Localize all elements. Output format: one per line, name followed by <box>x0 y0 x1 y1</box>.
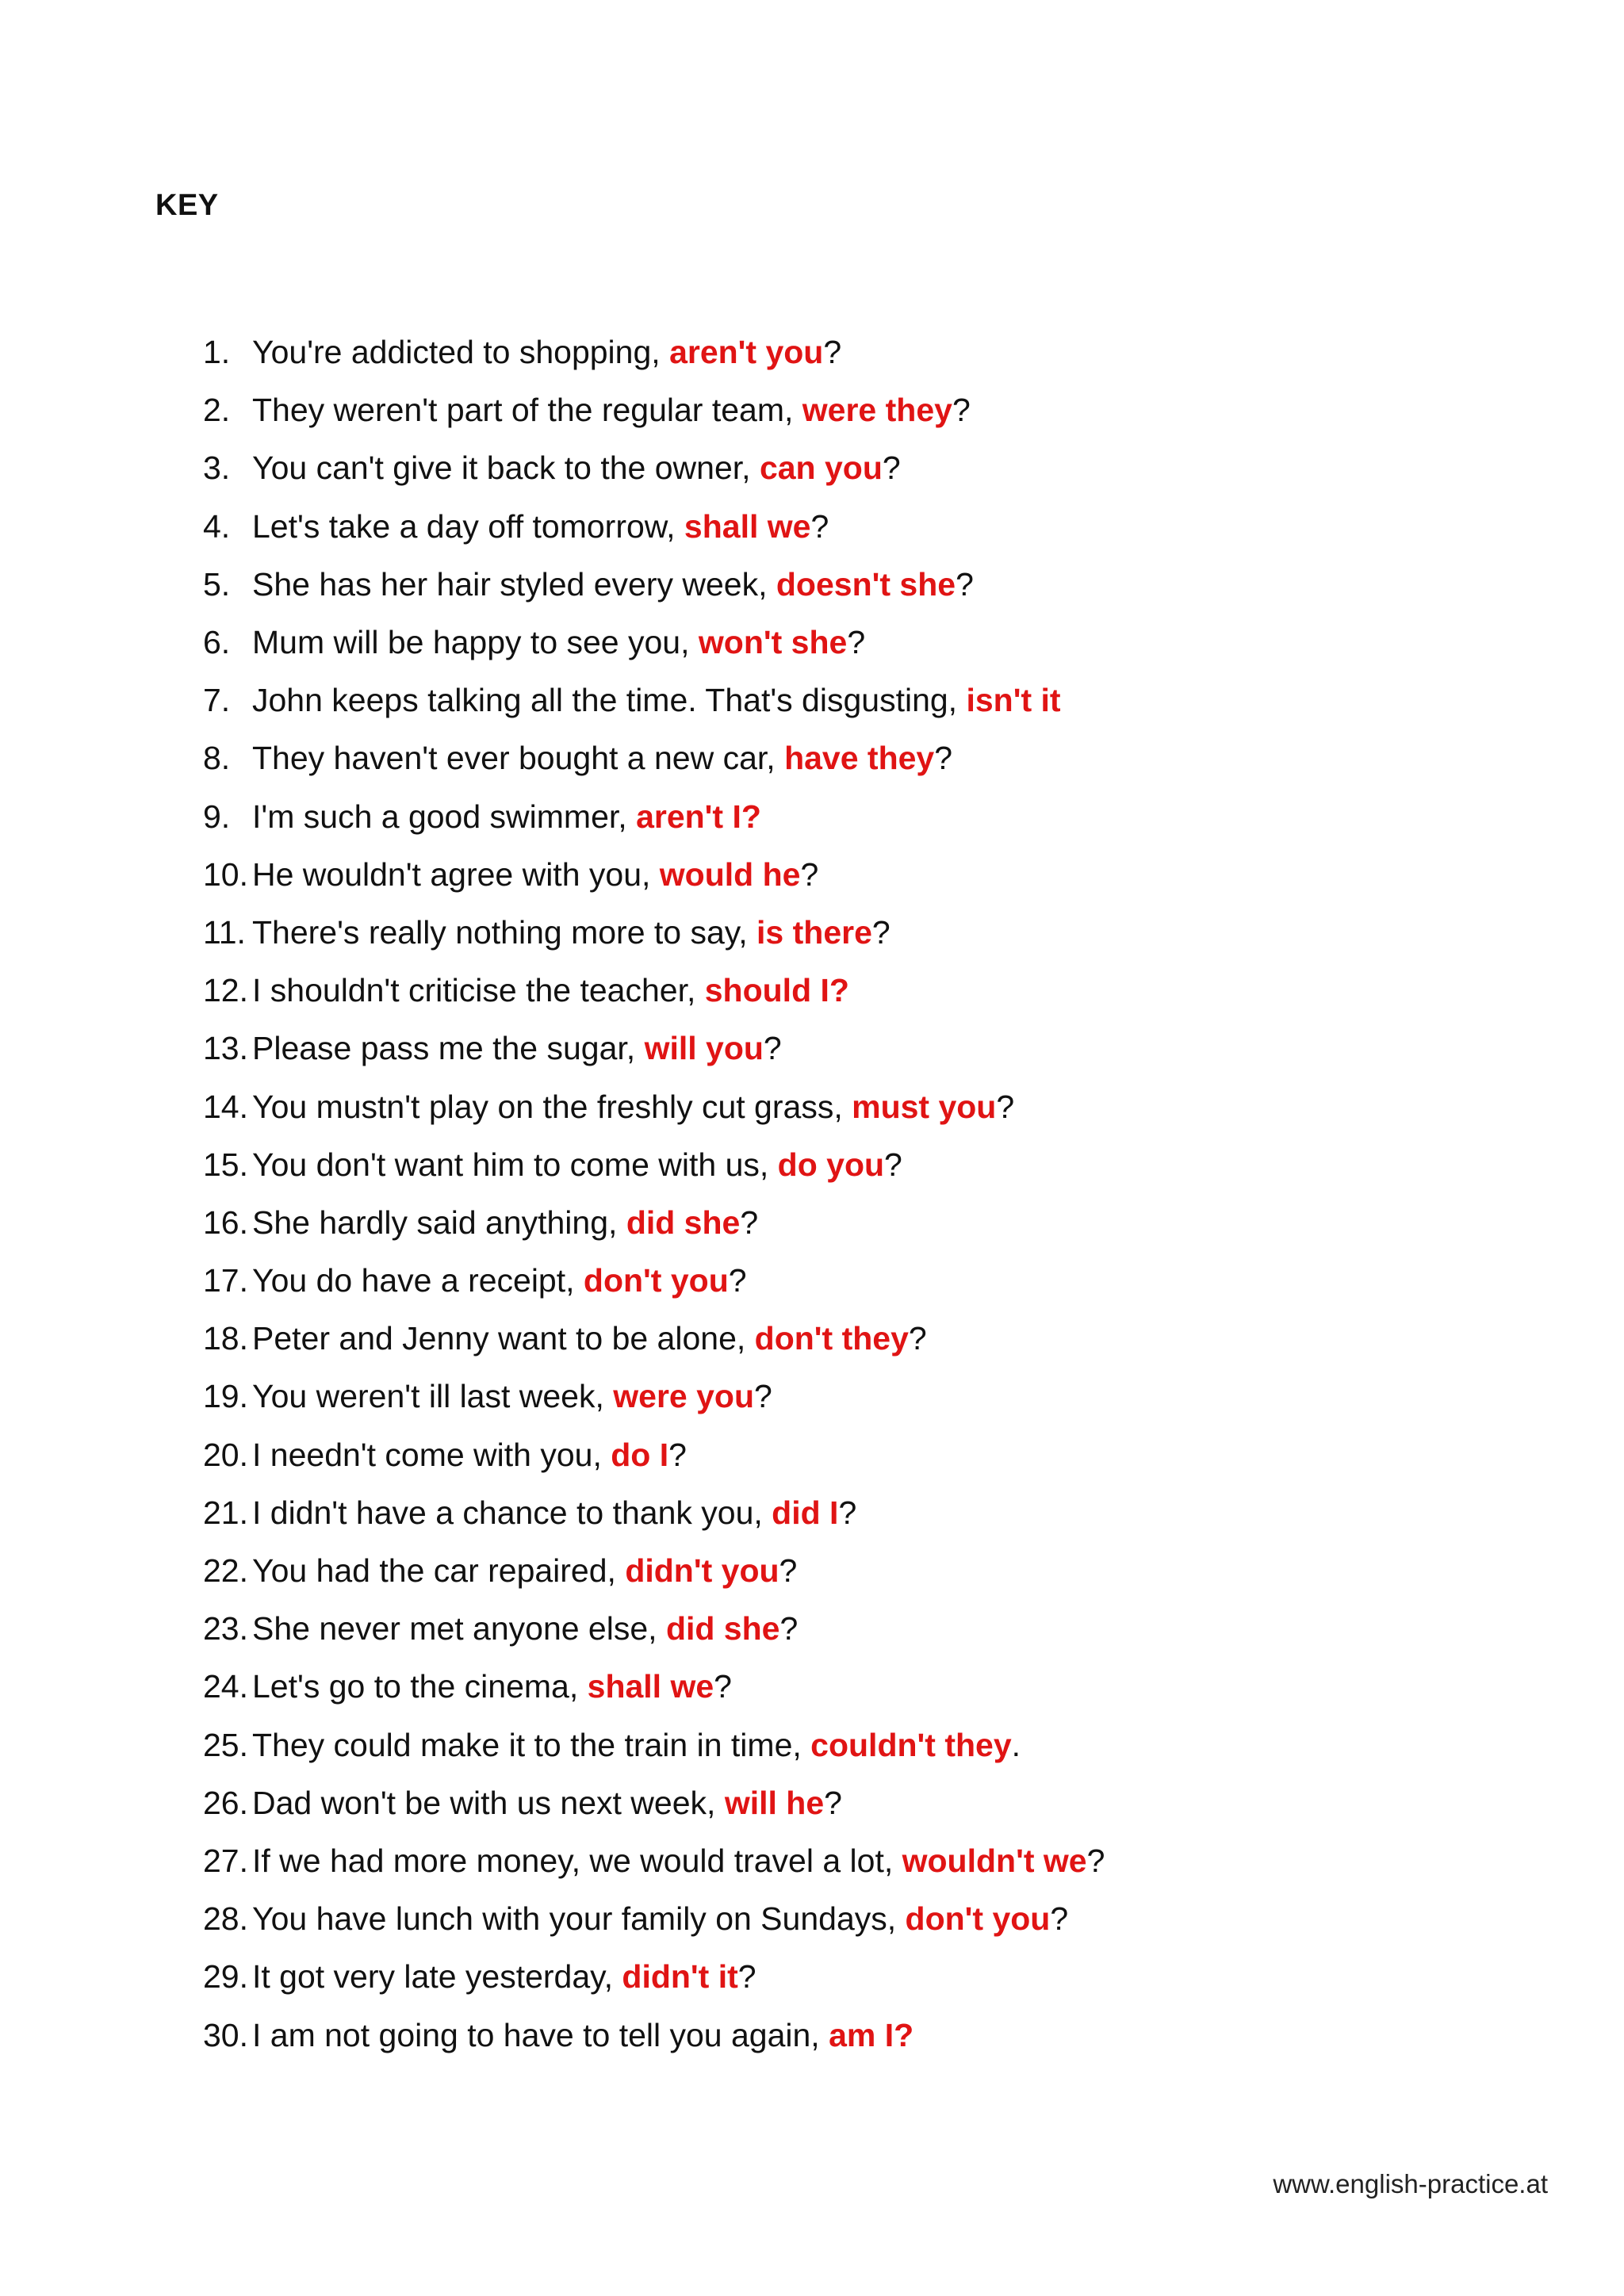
list-item <box>203 498 1105 556</box>
sentence-text: Mum will be happy to see you, <box>252 624 699 661</box>
sentence-text: John keeps talking all the time. That's disgusting, <box>252 682 967 719</box>
question-tag-answer: aren't I? <box>636 798 761 835</box>
sentence-ending: ? <box>996 1088 1015 1125</box>
sentence-ending: ? <box>728 1262 747 1299</box>
question-tag-answer: don't they <box>754 1320 909 1357</box>
sentence-ending: ? <box>668 1436 687 1473</box>
question-tag-answer: did I <box>772 1494 839 1531</box>
sentence-text: Let's take a day off tomorrow, <box>252 507 684 545</box>
item-sentence <box>252 1437 687 1474</box>
item-number: 24. <box>203 1668 248 1705</box>
sentence-ending: ? <box>737 1958 756 1996</box>
list-item <box>203 1020 1105 1077</box>
item-number: 12. <box>203 972 248 1009</box>
question-tag-answer: wouldn't we <box>902 1842 1087 1879</box>
item-sentence <box>252 1089 1014 1126</box>
item-number: 11. <box>203 913 246 951</box>
sentence-text: You're addicted to shopping, <box>252 334 670 371</box>
list-item <box>203 1484 1105 1542</box>
item-sentence <box>252 914 891 951</box>
sentence-text: She never met anyone else, <box>252 1610 666 1647</box>
item-sentence <box>252 856 818 894</box>
sentence-ending: ? <box>800 855 819 893</box>
sentence-text: I shouldn't criticise the teacher, <box>252 972 705 1009</box>
item-sentence <box>252 1494 856 1532</box>
item-sentence <box>252 624 865 661</box>
sentence-text: It got very late yesterday, <box>252 1958 622 1996</box>
sentence-text: You have lunch with your family on Sundays, <box>252 1900 906 1938</box>
list-item <box>203 1948 1105 2006</box>
list-item <box>203 1426 1105 1484</box>
item-number: 9. <box>203 798 231 835</box>
item-sentence <box>252 1843 1105 1880</box>
sentence-ending: ? <box>934 740 953 777</box>
item-number: 28. <box>203 1900 248 1938</box>
item-number: 1. <box>203 334 231 371</box>
list-item <box>203 1890 1105 1948</box>
item-sentence <box>252 740 952 777</box>
footer-url: www.english-practice.at <box>1273 2169 1548 2198</box>
sentence-text: You can't give it back to the owner, <box>252 450 760 487</box>
list-item <box>203 1600 1105 1658</box>
sentence-text: You weren't ill last week, <box>252 1378 614 1415</box>
item-sentence <box>252 682 1061 719</box>
item-number: 19. <box>203 1378 248 1415</box>
item-number: 21. <box>203 1494 248 1531</box>
sentence-ending: ? <box>823 334 842 371</box>
list-item <box>203 1136 1105 1194</box>
list-item <box>203 439 1105 497</box>
sentence-ending: ? <box>714 1668 732 1705</box>
sentence-ending: ? <box>952 392 971 429</box>
sentence-text: I'm such a good swimmer, <box>252 798 637 835</box>
sentence-ending: ? <box>779 1610 799 1647</box>
sentence-text: She has her hair styled every week, <box>252 565 776 603</box>
question-tag-answer: can you <box>759 450 883 487</box>
list-item <box>203 1832 1105 1890</box>
item-number: 17. <box>203 1262 248 1299</box>
item-number: 13. <box>203 1030 248 1067</box>
item-sentence <box>252 1030 782 1067</box>
sentence-ending: ? <box>1086 1842 1105 1879</box>
item-sentence <box>252 1785 842 1822</box>
list-item <box>203 846 1105 904</box>
sentence-text: He wouldn't agree with you, <box>252 855 660 893</box>
item-number: 27. <box>203 1842 248 1879</box>
sentence-ending: ? <box>763 1030 782 1067</box>
sentence-ending: ? <box>882 450 901 487</box>
item-sentence <box>252 1668 732 1705</box>
item-sentence <box>252 1958 756 1996</box>
sentence-ending: ? <box>740 1203 759 1241</box>
list-item <box>203 1252 1105 1310</box>
question-tag-answer: will he <box>724 1784 825 1821</box>
item-sentence <box>252 508 829 545</box>
item-sentence <box>252 2017 914 2054</box>
sentence-ending: ? <box>871 913 891 951</box>
item-number: 2. <box>203 392 231 429</box>
item-number: 3. <box>203 450 231 487</box>
sentence-ending: ? <box>1050 1900 1069 1938</box>
sentence-text: Peter and Jenny want to be alone, <box>252 1320 755 1357</box>
item-sentence <box>252 1900 1068 1938</box>
list-item <box>203 614 1105 672</box>
page-title: KEY <box>155 189 219 222</box>
item-number: 18. <box>203 1320 248 1357</box>
item-number: 4. <box>203 507 231 545</box>
sentence-text: You don't want him to come with us, <box>252 1146 778 1183</box>
item-number: 30. <box>203 2016 248 2053</box>
list-item <box>203 729 1105 787</box>
sentence-text: I needn't come with you, <box>252 1436 611 1473</box>
sentence-text: Let's go to the cinema, <box>252 1668 588 1705</box>
question-tag-answer: won't she <box>698 624 848 661</box>
list-item <box>203 1774 1105 1832</box>
item-sentence <box>252 392 971 429</box>
question-tag-answer: have they <box>784 740 935 777</box>
sentence-text: They weren't part of the regular team, <box>252 392 802 429</box>
question-tag-answer: aren't you <box>669 334 824 371</box>
item-number: 29. <box>203 1958 248 1996</box>
item-sentence <box>252 798 761 836</box>
sentence-ending: ? <box>779 1552 798 1590</box>
question-tag-answer: don't you <box>583 1262 729 1299</box>
sentence-text: I am not going to have to tell you again, <box>252 2016 829 2053</box>
item-number: 8. <box>203 740 231 777</box>
item-sentence <box>252 1610 798 1647</box>
item-sentence <box>252 1204 758 1242</box>
question-tag-answer: should I? <box>704 972 849 1009</box>
sentence-ending: ? <box>847 624 866 661</box>
sentence-ending: ? <box>956 565 974 603</box>
sentence-ending: ? <box>810 507 829 545</box>
sentence-text: Please pass me the sugar, <box>252 1030 645 1067</box>
item-number: 10. <box>203 855 248 893</box>
question-tag-answer: didn't it <box>622 1958 738 1996</box>
item-number: 14. <box>203 1088 248 1125</box>
item-sentence <box>252 1378 772 1415</box>
question-tag-answer: will you <box>644 1030 764 1067</box>
question-tag-answer: were you <box>613 1378 754 1415</box>
list-item <box>203 1368 1105 1425</box>
question-tag-answer: did she <box>626 1203 741 1241</box>
sentence-ending: ? <box>908 1320 927 1357</box>
list-item <box>203 1716 1105 1774</box>
item-sentence <box>252 1146 902 1184</box>
sentence-ending: ? <box>824 1784 842 1821</box>
question-tag-answer: shall we <box>684 507 811 545</box>
question-tag-answer: must you <box>852 1088 997 1125</box>
sentence-text: You had the car repaired, <box>252 1552 626 1590</box>
question-tag-answer: did she <box>665 1610 780 1647</box>
sentence-ending: ? <box>838 1494 857 1531</box>
item-sentence <box>252 1552 797 1590</box>
sentence-ending: . <box>1011 1726 1021 1763</box>
list-item <box>203 788 1105 846</box>
item-number: 7. <box>203 682 231 719</box>
item-number: 20. <box>203 1436 248 1473</box>
sentence-text: If we had more money, we would travel a lot, <box>252 1842 902 1879</box>
sentence-text: They haven't ever bought a new car, <box>252 740 785 777</box>
item-number: 23. <box>203 1610 248 1647</box>
question-tag-answer: didn't you <box>625 1552 779 1590</box>
item-sentence <box>252 1727 1021 1764</box>
question-tag-answer: don't you <box>905 1900 1051 1938</box>
item-number: 5. <box>203 565 231 603</box>
question-tag-answer: were they <box>802 392 952 429</box>
list-item <box>203 1194 1105 1252</box>
item-sentence <box>252 1262 747 1299</box>
sentence-ending: ? <box>884 1146 902 1183</box>
list-item <box>203 1658 1105 1716</box>
sentence-text: She hardly said anything, <box>252 1203 626 1241</box>
sentence-ending: ? <box>754 1378 772 1415</box>
question-tag-answer: couldn't they <box>810 1726 1012 1763</box>
list-item <box>203 323 1105 381</box>
list-item <box>203 1542 1105 1600</box>
question-tag-answer: do I <box>611 1436 669 1473</box>
sentence-text: Dad won't be with us next week, <box>252 1784 725 1821</box>
item-number: 16. <box>203 1203 248 1241</box>
item-sentence <box>252 334 841 371</box>
question-tag-answer: is there <box>756 913 872 951</box>
sentence-text: You do have a receipt, <box>252 1262 584 1299</box>
list-item <box>203 381 1105 439</box>
list-item <box>203 1310 1105 1368</box>
item-number: 26. <box>203 1784 248 1821</box>
list-item <box>203 904 1105 962</box>
item-sentence <box>252 972 849 1009</box>
list-item <box>203 2006 1105 2064</box>
item-sentence <box>252 566 974 603</box>
question-tag-answer: would he <box>659 855 801 893</box>
question-tag-answer: isn't it <box>966 682 1061 719</box>
answer-key-list <box>203 323 1105 2064</box>
question-tag-answer: do you <box>777 1146 885 1183</box>
item-sentence <box>252 1320 927 1357</box>
item-number: 15. <box>203 1146 248 1183</box>
list-item <box>203 1077 1105 1135</box>
list-item <box>203 556 1105 614</box>
list-item <box>203 962 1105 1020</box>
item-number: 6. <box>203 624 231 661</box>
item-number: 22. <box>203 1552 248 1590</box>
sentence-text: You mustn't play on the freshly cut grass, <box>252 1088 852 1125</box>
sentence-text: I didn't have a chance to thank you, <box>252 1494 772 1531</box>
question-tag-answer: am I? <box>829 2016 914 2053</box>
sentence-text: They could make it to the train in time, <box>252 1726 811 1763</box>
item-number: 25. <box>203 1726 248 1763</box>
question-tag-answer: shall we <box>587 1668 714 1705</box>
list-item <box>203 672 1105 729</box>
item-sentence <box>252 450 901 487</box>
sentence-text: There's really nothing more to say, <box>252 913 757 951</box>
question-tag-answer: doesn't she <box>776 565 956 603</box>
